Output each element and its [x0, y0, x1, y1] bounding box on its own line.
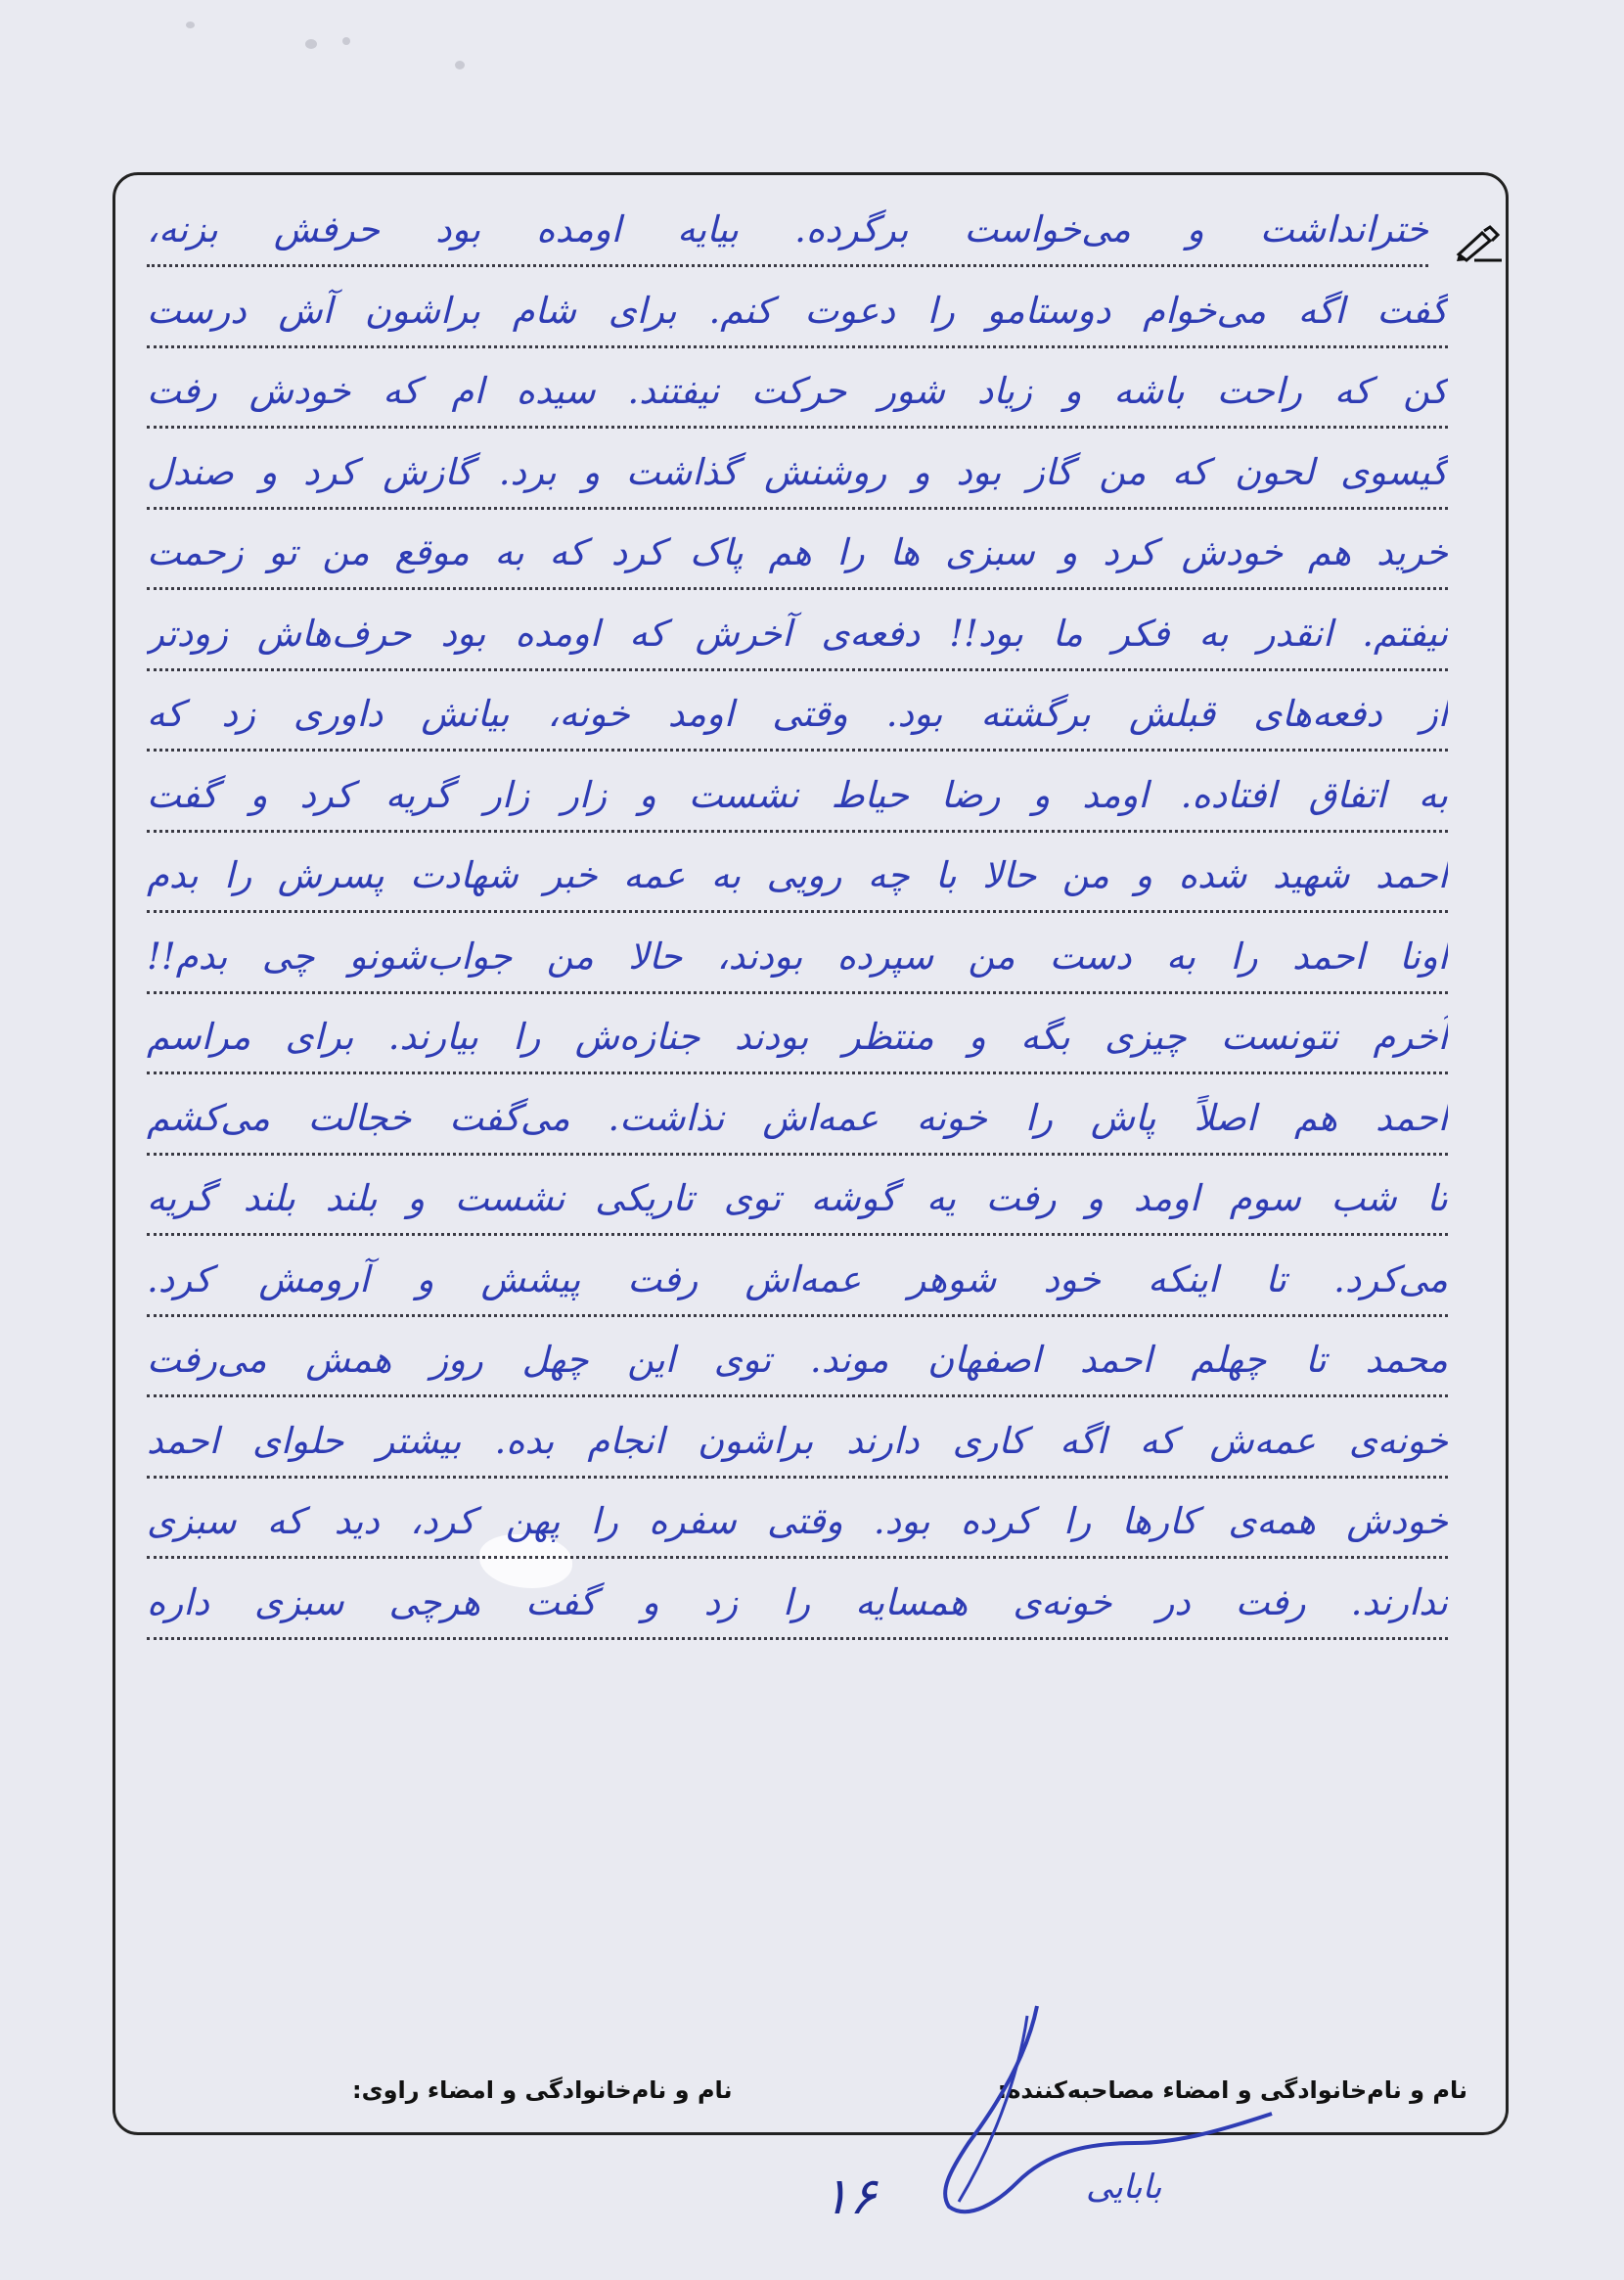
text-line: احمد شهید شده و من حالا با چه رویی به عمه خبر شهادت پسرش را بدم: [147, 817, 1448, 913]
text-line: به اتفاق افتاده. اومد و رضا حیاط نشست و زار زار گریه کرد و گفت: [147, 737, 1448, 833]
text-line: اونا احمد را به دست من سپرده بودند، حالا من جواب‌شونو چی بدم!!: [147, 898, 1448, 994]
text-line: از دفعه‌های قبلش برگشته بود. وقتی اومد خونه، بیانش داوری زد که: [147, 656, 1448, 752]
text-line: می‌کرد. تا اینکه خود شوهر عمه‌اش رفت پیشش و آرومش کرد.: [147, 1221, 1448, 1317]
text-line: احمد هم اصلاً پاش را خونه عمه‌اش نذاشت. می‌گفت خجالت می‌کشم: [147, 1060, 1448, 1156]
narrator-handwritten-name: بابایی: [1086, 2167, 1162, 2207]
text-line: خرید هم خودش کرد و سبزی ها را هم پاک کرد که به موقع من تو زحمت: [147, 494, 1448, 590]
text-line: محمد تا چهلم احمد اصفهان موند. توی این چهل روز همش می‌رفت: [147, 1301, 1448, 1397]
text-line: گیسوی لحون که من گاز بود و روشنش گذاشت و برد. گازش کرد و صندل: [147, 414, 1448, 510]
interviewer-signature-label: نام و نام‌خانوادگی و امضاء مصاحبه‌کننده:: [997, 2076, 1467, 2104]
text-line: خونه‌ی عمه‌ش که اگه کاری دارند براشون انجام بده. بیشتر حلوای احمد: [147, 1383, 1448, 1479]
text-line: گفت اگه می‌خوام دوستامو را دعوت کنم. برای شام براشون آش درست: [147, 252, 1448, 348]
text-line: کن که راحت باشه و زیاد شور حرکت نیفتند. سیده ام که خودش رفت: [147, 333, 1448, 429]
page-number: ۱۶: [822, 2167, 877, 2226]
text-line: ندارند. رفت در خونه‌ی همسایه را زد و گفت هرچی سبزی داره: [147, 1544, 1448, 1640]
text-line: خودش همه‌ی کارها را کرده بود. وقتی سفره را پهن کرد، دید که سبزی: [147, 1463, 1448, 1559]
text-line: آخرم نتونست چیزی بگه و منتظر بودند جنازه‌ش را بیارند. برای مراسم: [147, 979, 1448, 1074]
narrator-signature-label: نام و نام‌خانوادگی و امضاء راوی:: [352, 2076, 733, 2104]
signature-mark: [880, 1996, 1291, 2280]
text-line: تا شب سوم اومد و رفت یه گوشه توی تاریکی نشست و بلند بلند گریه: [147, 1140, 1448, 1236]
text-line: نیفتم. انقدر به فکر ما بود!! دفعه‌ی آخرش که اومده بود حرف‌هاش زودتر: [147, 575, 1448, 671]
text-line: خترانداشت و می‌خواست برگرده. بیایه اومده بود حرفش بزنه،: [147, 171, 1428, 267]
